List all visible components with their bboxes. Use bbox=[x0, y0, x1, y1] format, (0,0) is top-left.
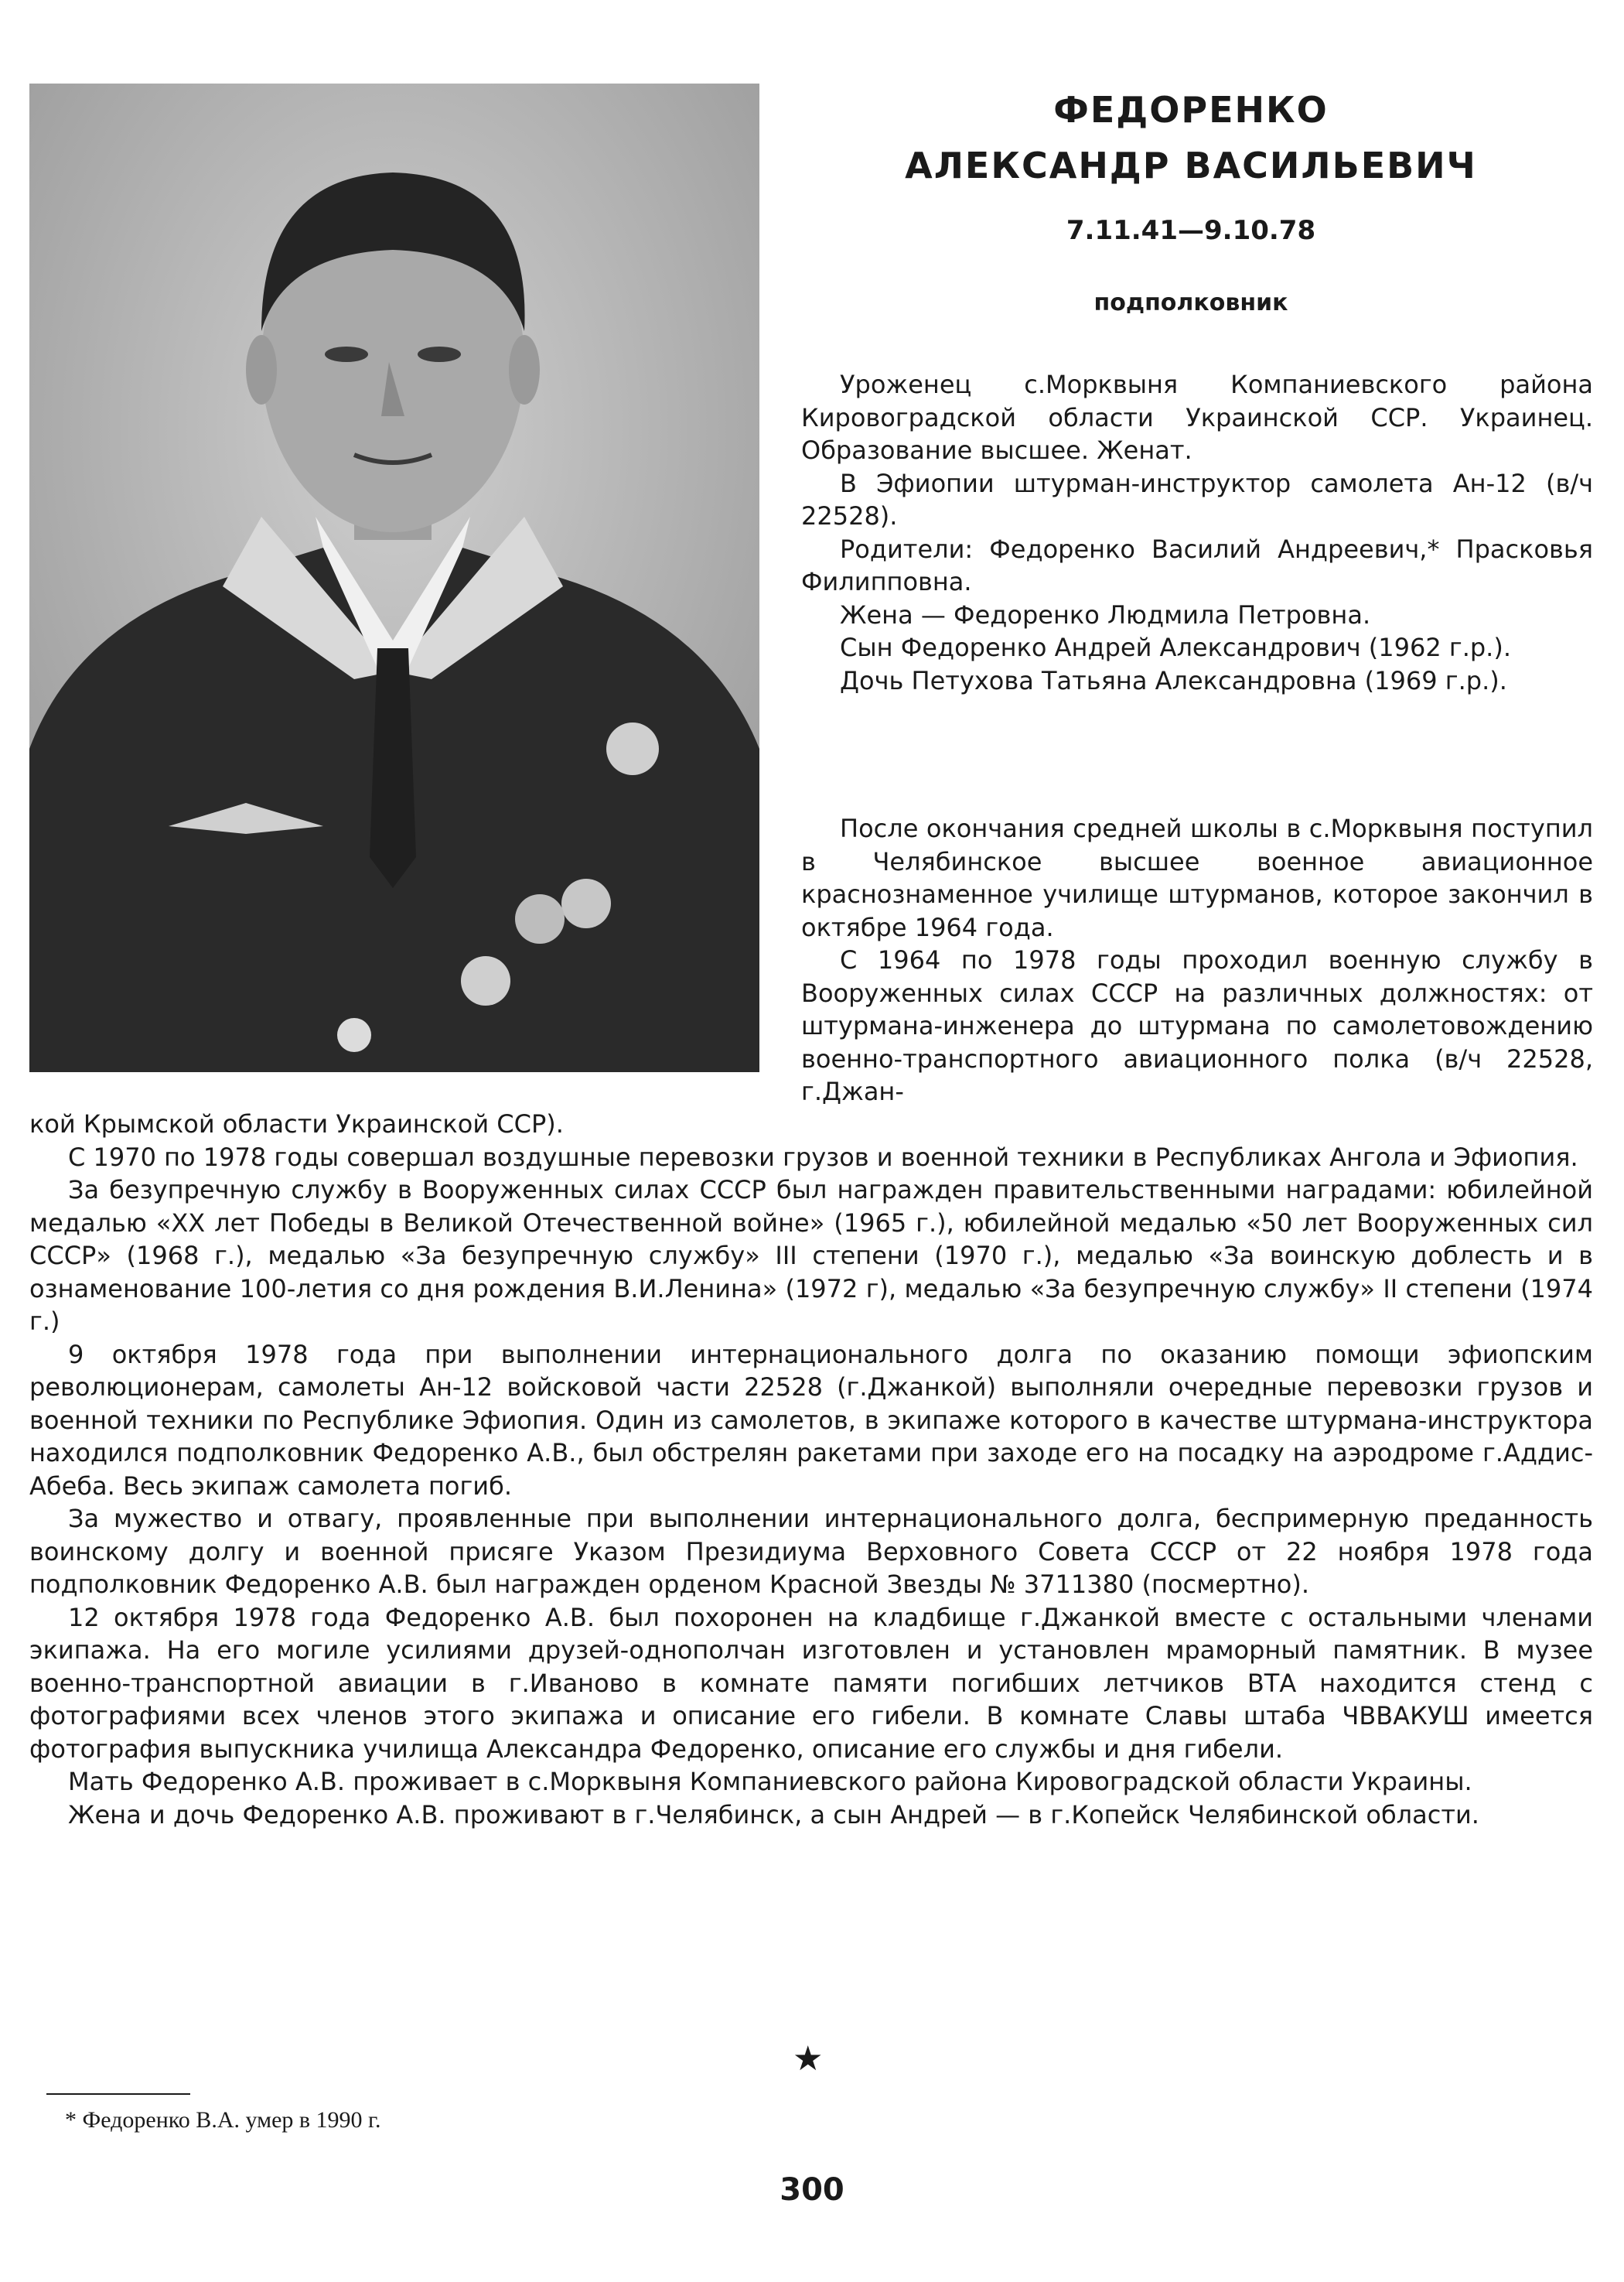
portrait-photo bbox=[29, 84, 759, 1072]
body-paragraph: 12 октября 1978 года Федоренко А.В. был похоронен на кладбище г.Джанкой вместе с остальными членами экипажа. На его могиле усилиями друзей-однополчан изготовлен и установлен мраморный памятник. В музее военно-транспортной авиации в г.Иваново в комнате памяти погибших летчиков ВТА находится стенд с фотографиями всех членов этого экипажа и описание его гибели. В комнате Славы штаба ЧВВАКУШ имеется фотография выпускника училища Александра Федоренко, описание его службы и дня гибели. bbox=[29, 1602, 1593, 1764]
career-paragraph: С 1964 по 1978 годы проходил военную службу в Вооруженных силах СССР на различных должностях: от штурмана-инженера до штурмана по самолетовождению военно-транспортного авиационного полка (в/ч 22528, г.Джан- bbox=[801, 945, 1593, 1106]
bio-paragraph: Уроженец с.Морквыня Компаниевского района Кировоградской области Украинской ССР. Украинец. Образование высшее. Женат. bbox=[801, 370, 1593, 465]
body-paragraph: С 1970 по 1978 годы совершал воздушные перевозки грузов и военной техники в Республиках Ангола и Эфиопия. bbox=[68, 1142, 1578, 1172]
bio-paragraph: В Эфиопии штурман-инструктор самолета Ан-12 (в/ч 22528). bbox=[801, 468, 1593, 531]
page-number: 300 bbox=[780, 2172, 844, 2208]
footnote-rule bbox=[46, 2093, 190, 2095]
footnote: * Федоренко В.А. умер в 1990 г. bbox=[65, 2107, 381, 2133]
surname: ФЕДОРЕНКО bbox=[1053, 89, 1329, 131]
person-name bbox=[789, 82, 1593, 193]
military-rank: подполковник bbox=[1093, 289, 1288, 316]
bio-paragraph: Сын Федоренко Андрей Александрович (1962 г.р.). bbox=[840, 633, 1511, 662]
body-paragraph: Мать Федоренко А.В. проживает в с.Морквыня Компаниевского района Кировоградской области Украины. bbox=[68, 1767, 1472, 1796]
bio-section bbox=[801, 368, 1593, 697]
life-dates: 7.11.41—9.10.78 bbox=[1066, 215, 1316, 246]
body-paragraph: Жена и дочь Федоренко А.В. проживают в г.Челябинск, а сын Андрей — в г.Копейск Челябинской области. bbox=[68, 1799, 1479, 1829]
continuation-line: кой Крымской области Украинской ССР). bbox=[29, 1109, 564, 1139]
main-text bbox=[29, 1108, 1593, 1831]
bio-paragraph: Жена — Федоренко Людмила Петровна. bbox=[840, 600, 1371, 630]
given-names: АЛЕКСАНДР ВАСИЛЬЕВИЧ bbox=[905, 145, 1477, 186]
bio-paragraph: Родители: Федоренко Василий Андреевич,* Прасковья Филипповна. bbox=[801, 534, 1593, 596]
body-paragraph: 9 октября 1978 года при выполнении интернационального долга по оказанию помощи эфиопским революционерам, самолеты Ан-12 войсковой части 22528 (г.Джанкой) выполняли очередные перевозки грузов и военной техники по Республике Эфиопия. Один из самолетов, в экипаже которого в качестве штурмана-инструктора находился подполковник Федоренко А.В., был обстрелян ракетами при заходе его на посадку на аэродроме г.Аддис-Абеба. Весь экипаж самолета погиб. bbox=[29, 1339, 1593, 1501]
bio-paragraph: Дочь Петухова Татьяна Александровна (1969 г.р.). bbox=[840, 665, 1507, 695]
career-section bbox=[801, 812, 1593, 1109]
portrait-illustration bbox=[29, 84, 759, 1072]
career-paragraph: После окончания средней школы в с.Морквыня поступил в Челябинское высшее военное авиационное краснознаменное училище штурманов, которое закончил в октябре 1964 года. bbox=[801, 814, 1593, 942]
body-paragraph: За мужество и отвагу, проявленные при выполнении интернационального долга, беспримерную преданность воинскому долгу и военной присяге Указом Президиума Верховного Совета СССР от 22 ноября 1978 года подполковник Федоренко А.В. был награжден орденом Красной Звезды № 3711380 (посмертно). bbox=[29, 1504, 1593, 1599]
body-paragraph: За безупречную службу в Вооруженных силах СССР был награжден правительственными наградами: юбилейной медалью «XX лет Победы в Великой Отечественной войне» (1965 г.), юбилейной медалью «50 лет Вооруженных сил СССР» (1968 г.), медалью «За безупречную службу» III степени (1970 г.), медалью «За воинскую доблесть и в ознаменование 100-летия со дня рождения В.И.Ленина» (1972 г), медалью «За безупречную службу» II степени (1974 г.) bbox=[29, 1175, 1593, 1336]
star-icon: ★ bbox=[793, 2039, 824, 2079]
